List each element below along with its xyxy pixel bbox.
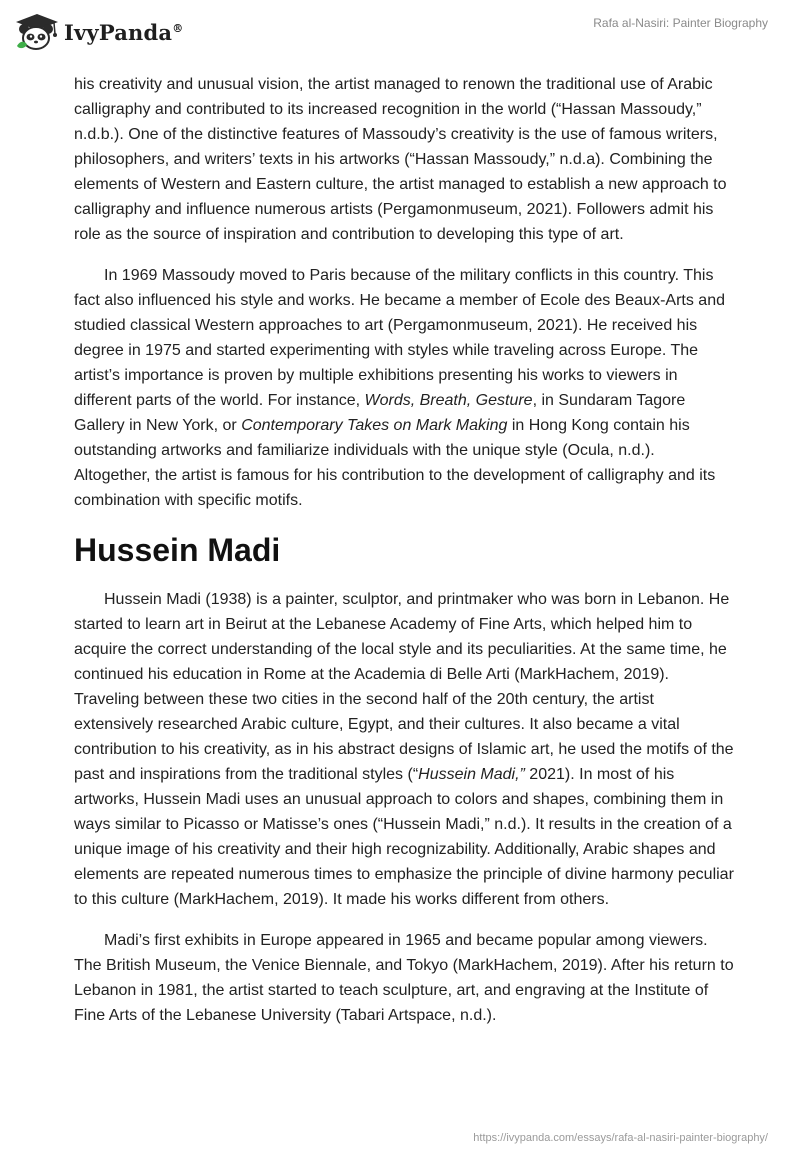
ivypanda-logo[interactable] <box>14 12 183 52</box>
section-heading: Hussein Madi <box>74 532 281 568</box>
paragraph-1: his creativity and unusual vision, the artist managed to renown the traditional use of Arabic calligraphy and contributed to its increased recognition in the world (“Hassan Massoudy,” n.d.b.). One of the distinctive features of Massoudy’s creativity is the use of famous writers, philosophers, and writers’ texts in his artworks (“Hassan Massoudy,” n.d.a). Combining the elements of Western and Eastern culture, the artist managed to establish a new approach to calligraphy and influence numerous artists (Pergamonmuseum, 2021). Followers admit his role as the source of inspiration and contribution to developing this type of art. <box>74 76 727 243</box>
citation-title: Hussein Madi,” <box>418 766 525 783</box>
paragraph-4: Madi’s first exhibits in Europe appeared in 1965 and became popular among viewers. The British Museum, the Venice Biennale, and Tokyo (MarkHachem, 2019). After his return to Lebanon in 1981, the artist started to teach sculpture, art, and engraving at the Institute of Fine Arts of the Lebanese University (Tabari Artspace, n.d.). <box>74 932 734 1024</box>
page-header <box>0 0 800 70</box>
panda-graduation-icon <box>14 12 60 52</box>
paragraph-3: Hussein Madi (1938) is a painter, sculptor, and printmaker who was born in Lebanon. He started to learn art in Beirut at the Lebanese Academy of Fine Arts, which helped him to acquire the correct understanding of the local style and its peculiarities. At the same time, he continued his education in Rome at the Academia di Belle Arti (MarkHachem, 2019). Traveling between these two cities in the second half of the 20th century, the artist extensively researched Arabic culture, Egypt, and their cultures. It also became a vital contribution to his creativity, as in his abstract designs of Islamic art, he used the motifs of the past and inspirations from the traditional styles (“Hussein Madi,” 2021). In most of his artworks, Hussein Madi uses an unusual approach to colors and shapes, combining them in ways similar to Picasso or Matisse’s ones (“Hussein Madi,” n.d.). It results in the creation of a unique image of his creativity and their high recognizability. Additionally, Arabic shapes and elements are repeated numerous times to emphasize the principle of divine harmony peculiar to this culture (MarkHachem, 2019). It made his works different from others. <box>74 591 734 908</box>
essay-content <box>74 72 734 1044</box>
logo-text: IvyPanda® <box>64 19 184 45</box>
document-title: Rafa al-Nasiri: Painter Biography <box>593 16 768 30</box>
exhibition-title-1: Words, Breath, Gesture <box>364 392 533 409</box>
exhibition-title-2: Contemporary Takes on Mark Making <box>241 417 508 434</box>
paragraph-2: In 1969 Massoudy moved to Paris because of the military conflicts in this country. This fact also influenced his style and works. He became a member of Ecole des Beaux-Arts and studied classical Western approaches to art (Pergamonmuseum, 2021). He received his degree in 1975 and started experimenting with styles while traveling across Europe. The artist’s importance is proven by multiple exhibitions presenting his works to viewers in different parts of the world. For instance, Words, Breath, Gesture, in Sundaram Tagore Gallery in New York, or Contemporary Takes on Mark Making in Hong Kong contain his outstanding artworks and familiarize individuals with the unique style (Ocula, n.d.). Altogether, the artist is famous for his contribution to the development of calligraphy and its combination with specific motifs. <box>74 267 725 509</box>
source-url[interactable]: https://ivypanda.com/essays/rafa-al-nasiri-painter-biography/ <box>473 1132 768 1144</box>
